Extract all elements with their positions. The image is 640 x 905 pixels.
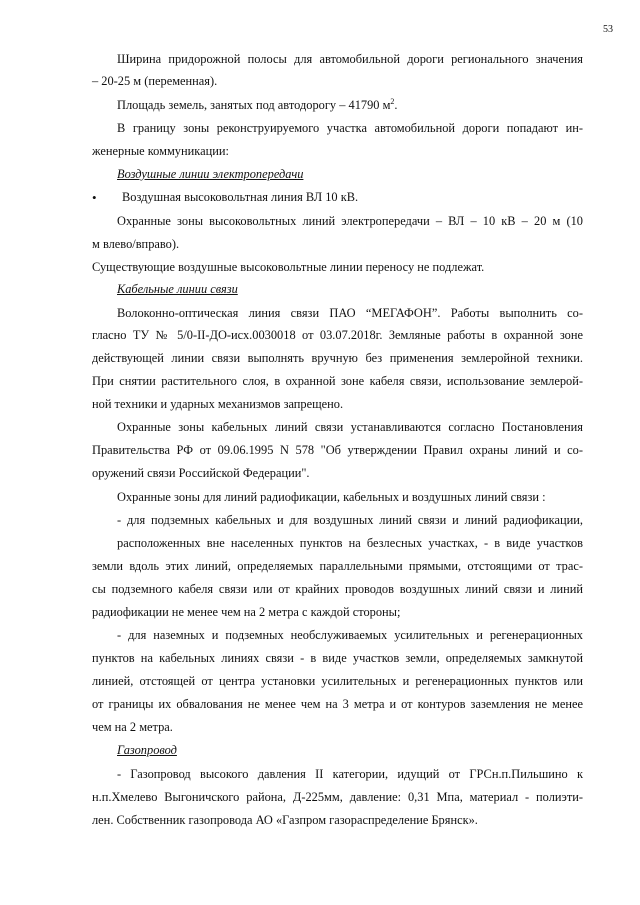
section-heading-overhead-lines: Воздушные линии электропередачи [117, 167, 304, 181]
text-line: При снятии растительного слоя, в охранной зоне кабеля связи, использование землерой- [92, 374, 583, 388]
text-line: Волоконно-оптическая линия связи ПАО “МЕГАФОН”. Работы выполнить со- [117, 306, 583, 320]
text-line: женерные коммуникации: [92, 144, 229, 158]
text-line: земли вдоль этих линий, определяемых параллельными прямыми, отстоящими от трас- [92, 559, 583, 573]
text-line: Существующие воздушные высоковольтные линии переносу не подлежат. [92, 260, 485, 274]
text-line: ной техники и ударных механизмов запрещено. [92, 397, 344, 411]
text-line: гласно ТУ № 5/0-II-ДО-исх.0030018 от 03.07.2018г. Земляные работы в охранной зоне [92, 328, 583, 342]
text-line: н.п.Хмелево Выгоничского района, Д-225мм, давление: 0,31 Мпа, материал - полиэти- [92, 790, 583, 804]
text-line: В границу зоны реконструируемого участка автомобильной дороги попадают ин- [117, 121, 583, 135]
text-line: сы подземного кабеля связи или от крайних проводов воздушных линий связи и линий [92, 582, 583, 596]
section-heading-gas-pipeline: Газопровод [117, 743, 177, 757]
text-line: лен. Собственник газопровода АО «Газпром газораспределение Брянск». [92, 813, 478, 827]
text-line: – 20-25 м (переменная). [92, 74, 218, 88]
text-line: Охранные зоны для линий радиофикации, кабельных и воздушных линий связи : [117, 490, 546, 504]
text-line: Ширина придорожной полосы для автомобильной дороги регионального значения [117, 52, 583, 66]
text-line: от границы их обвалования не менее чем на 3 метра и от контуров заземления не менее [92, 697, 583, 711]
text-line: чем на 2 метра. [92, 720, 173, 734]
text-line: линией, отстоящей от центра установки усилительных и регенерационных пунктов или [92, 674, 583, 688]
text-line: расположенных вне населенных пунктов на безлесных участках, - в виде участков [117, 536, 583, 550]
text-line: пунктов на кабельных линиях связи - в виде участков земли, определяемых замкнутой [92, 651, 583, 665]
text-line: - для подземных кабельных и для воздушных линий связи и линий радиофикации, [117, 513, 583, 527]
area-superscript: 2 [390, 96, 395, 106]
text-line: - для наземных и подземных необслуживаемых усилительных и регенерационных [117, 628, 583, 642]
bullet-icon: • [92, 190, 97, 205]
text-line: м влево/вправо). [92, 237, 180, 251]
text-line: - Газопровод высокого давления II категории, идущий от ГРСн.п.Пильшино к [117, 767, 583, 781]
text-line: действующей линии связи выполнять вручную без применения землеройной техники. [92, 351, 583, 365]
text-line: Правительства РФ от 09.06.1995 N 578 "Об утверждении Правил охраны линий и со- [92, 443, 583, 457]
text-line: Воздушная высоковольтная линия ВЛ 10 кВ. [122, 190, 359, 204]
text-line: радиофикации не менее чем на 2 метра с каждой стороны; [92, 605, 401, 619]
area-text: Площадь земель, занятых под автодорогу – 41790 м [117, 98, 391, 112]
text-line-area: Площадь земель, занятых под автодорогу – 41790 $м^2$. [117, 96, 398, 112]
text-line: Охранные зоны высоковольтных линий электропередачи – ВЛ – 10 кВ – 20 м (10 [117, 214, 583, 228]
section-heading-cable-lines: Кабельные линии связи [117, 282, 238, 296]
page-number: 53 [603, 24, 613, 35]
text-line: оружений связи Российской Федерации". [92, 466, 310, 480]
text-line: Охранные зоны кабельных линий связи устанавливаются согласно Постановления [117, 420, 583, 434]
